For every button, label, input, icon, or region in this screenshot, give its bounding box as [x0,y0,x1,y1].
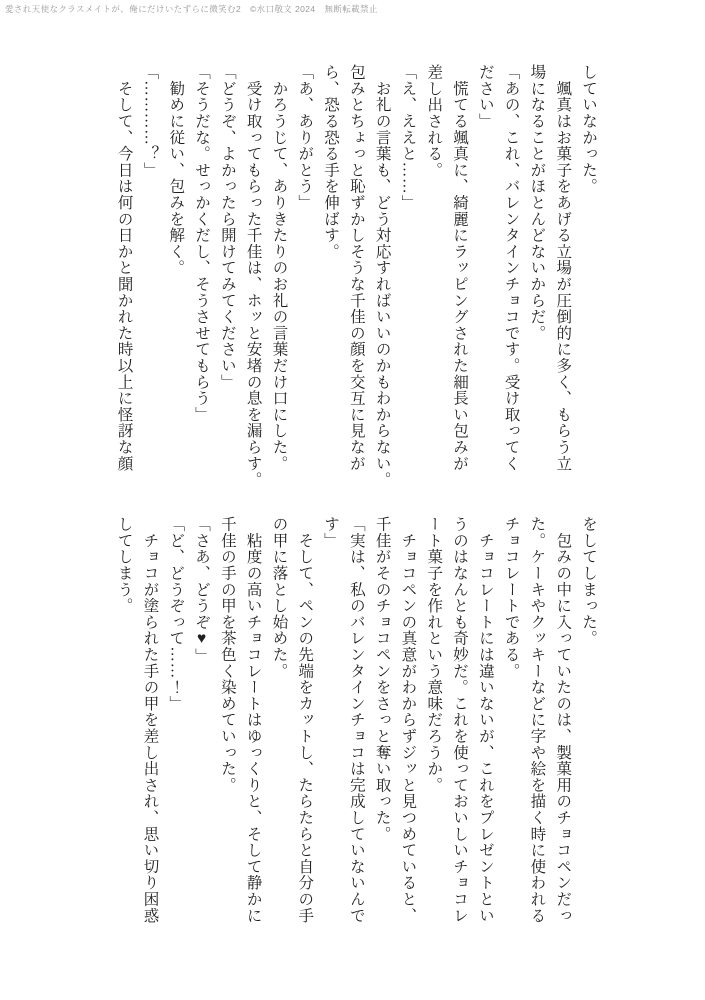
text-line: そして、ペンの先端をカットし、たらたらと自分の手 [296,516,314,924]
text-line: 場になることがほとんどないからだ。 [528,64,546,342]
text-line: チョコレートには違いないが、これをプレゼントとい [476,516,494,924]
text-line: そして、今日は何の日かと聞かれた時以上に怪訝な顔 [115,64,133,472]
text-line: 差し出される。 [425,64,443,179]
text-line: た。ケーキやクッキーなどに字や絵を描く時に使われる [528,516,546,924]
text-line: うのはなんとも奇妙だ。これを使っておいしいチョコレ [451,516,469,924]
text-block-top [111,64,601,504]
text-line: 慌てる颯真に、綺麗にラッピングされた細長い包みが [451,64,469,472]
text-line: してしまう。 [115,516,133,614]
text-line: かろうじて、ありきたりのお礼の言葉だけ口にした。 [270,64,288,472]
text-line: 「さあ、どうぞ♥」 [193,516,211,665]
text-line: 「どうぞ、よかったら開けてみてください」 [218,64,236,390]
text-line: 「ど、どうぞって……！」 [167,516,185,712]
text-line: チョコレートである。 [502,516,520,679]
text-line: の甲に落とし始めた。 [270,516,288,679]
text-line: 千佳の手の甲を茶色く染めていった。 [218,516,236,794]
text-line: ら、恐る恐る手を伸ばす。 [322,64,340,260]
text-line: 包みとちょっと恥ずかしそうな千佳の顔を交互に見なが [347,64,365,472]
text-line: チョコが塗られた手の甲を差し出され、思い切り困惑 [141,516,159,924]
text-line: ださい」 [476,64,494,130]
text-line: チョコペンの真意がわからずジッと見つめていると、 [399,516,417,924]
text-line: 包みの中に入っていたのは、製菓用のチョコペンだっ [554,516,572,924]
copyright-header: 愛され天使なクラスメイトが、俺にだけいたずらに微笑む2 ©水口敬文 2024 無断転載禁止 [5,4,378,14]
text-line: 千佳がそのチョコペンをさっと奪い取った。 [373,516,391,842]
text-line: 颯真はお菓子をあげる立場が圧倒的に多く、もらう立 [554,64,572,472]
text-line: 勧めに従い、包みを解く。 [167,64,185,276]
text-block-bottom [111,516,601,956]
text-line: 「実は、私のバレンタインチョコは完成していないんで [347,516,365,924]
text-line: お礼の言葉も、どう対応すればいいのかもわからない。 [373,64,391,488]
text-line: す」 [322,516,340,549]
text-line: していなかった。 [580,64,597,195]
text-line: をしてしまった。 [580,516,597,647]
text-line: 粘度の高いチョコレートはゆっくりと、そして静かに [244,516,262,924]
text-line: ート菓子を作れという意味だろうか。 [425,516,443,794]
text-line: 「え、ええと……」 [399,64,417,211]
text-line: 「…………？」 [141,64,159,179]
text-line: 「そうだな。せっかくだし、そうさせてもらう」 [193,64,211,423]
text-line: 「あ、ありがとう」 [296,64,314,211]
text-line: 「あの、これ、バレンタインチョコです。受け取ってく [502,64,520,472]
text-line: 受け取ってもらった千佳は、ホッと安堵の息を漏らす。 [244,64,262,488]
